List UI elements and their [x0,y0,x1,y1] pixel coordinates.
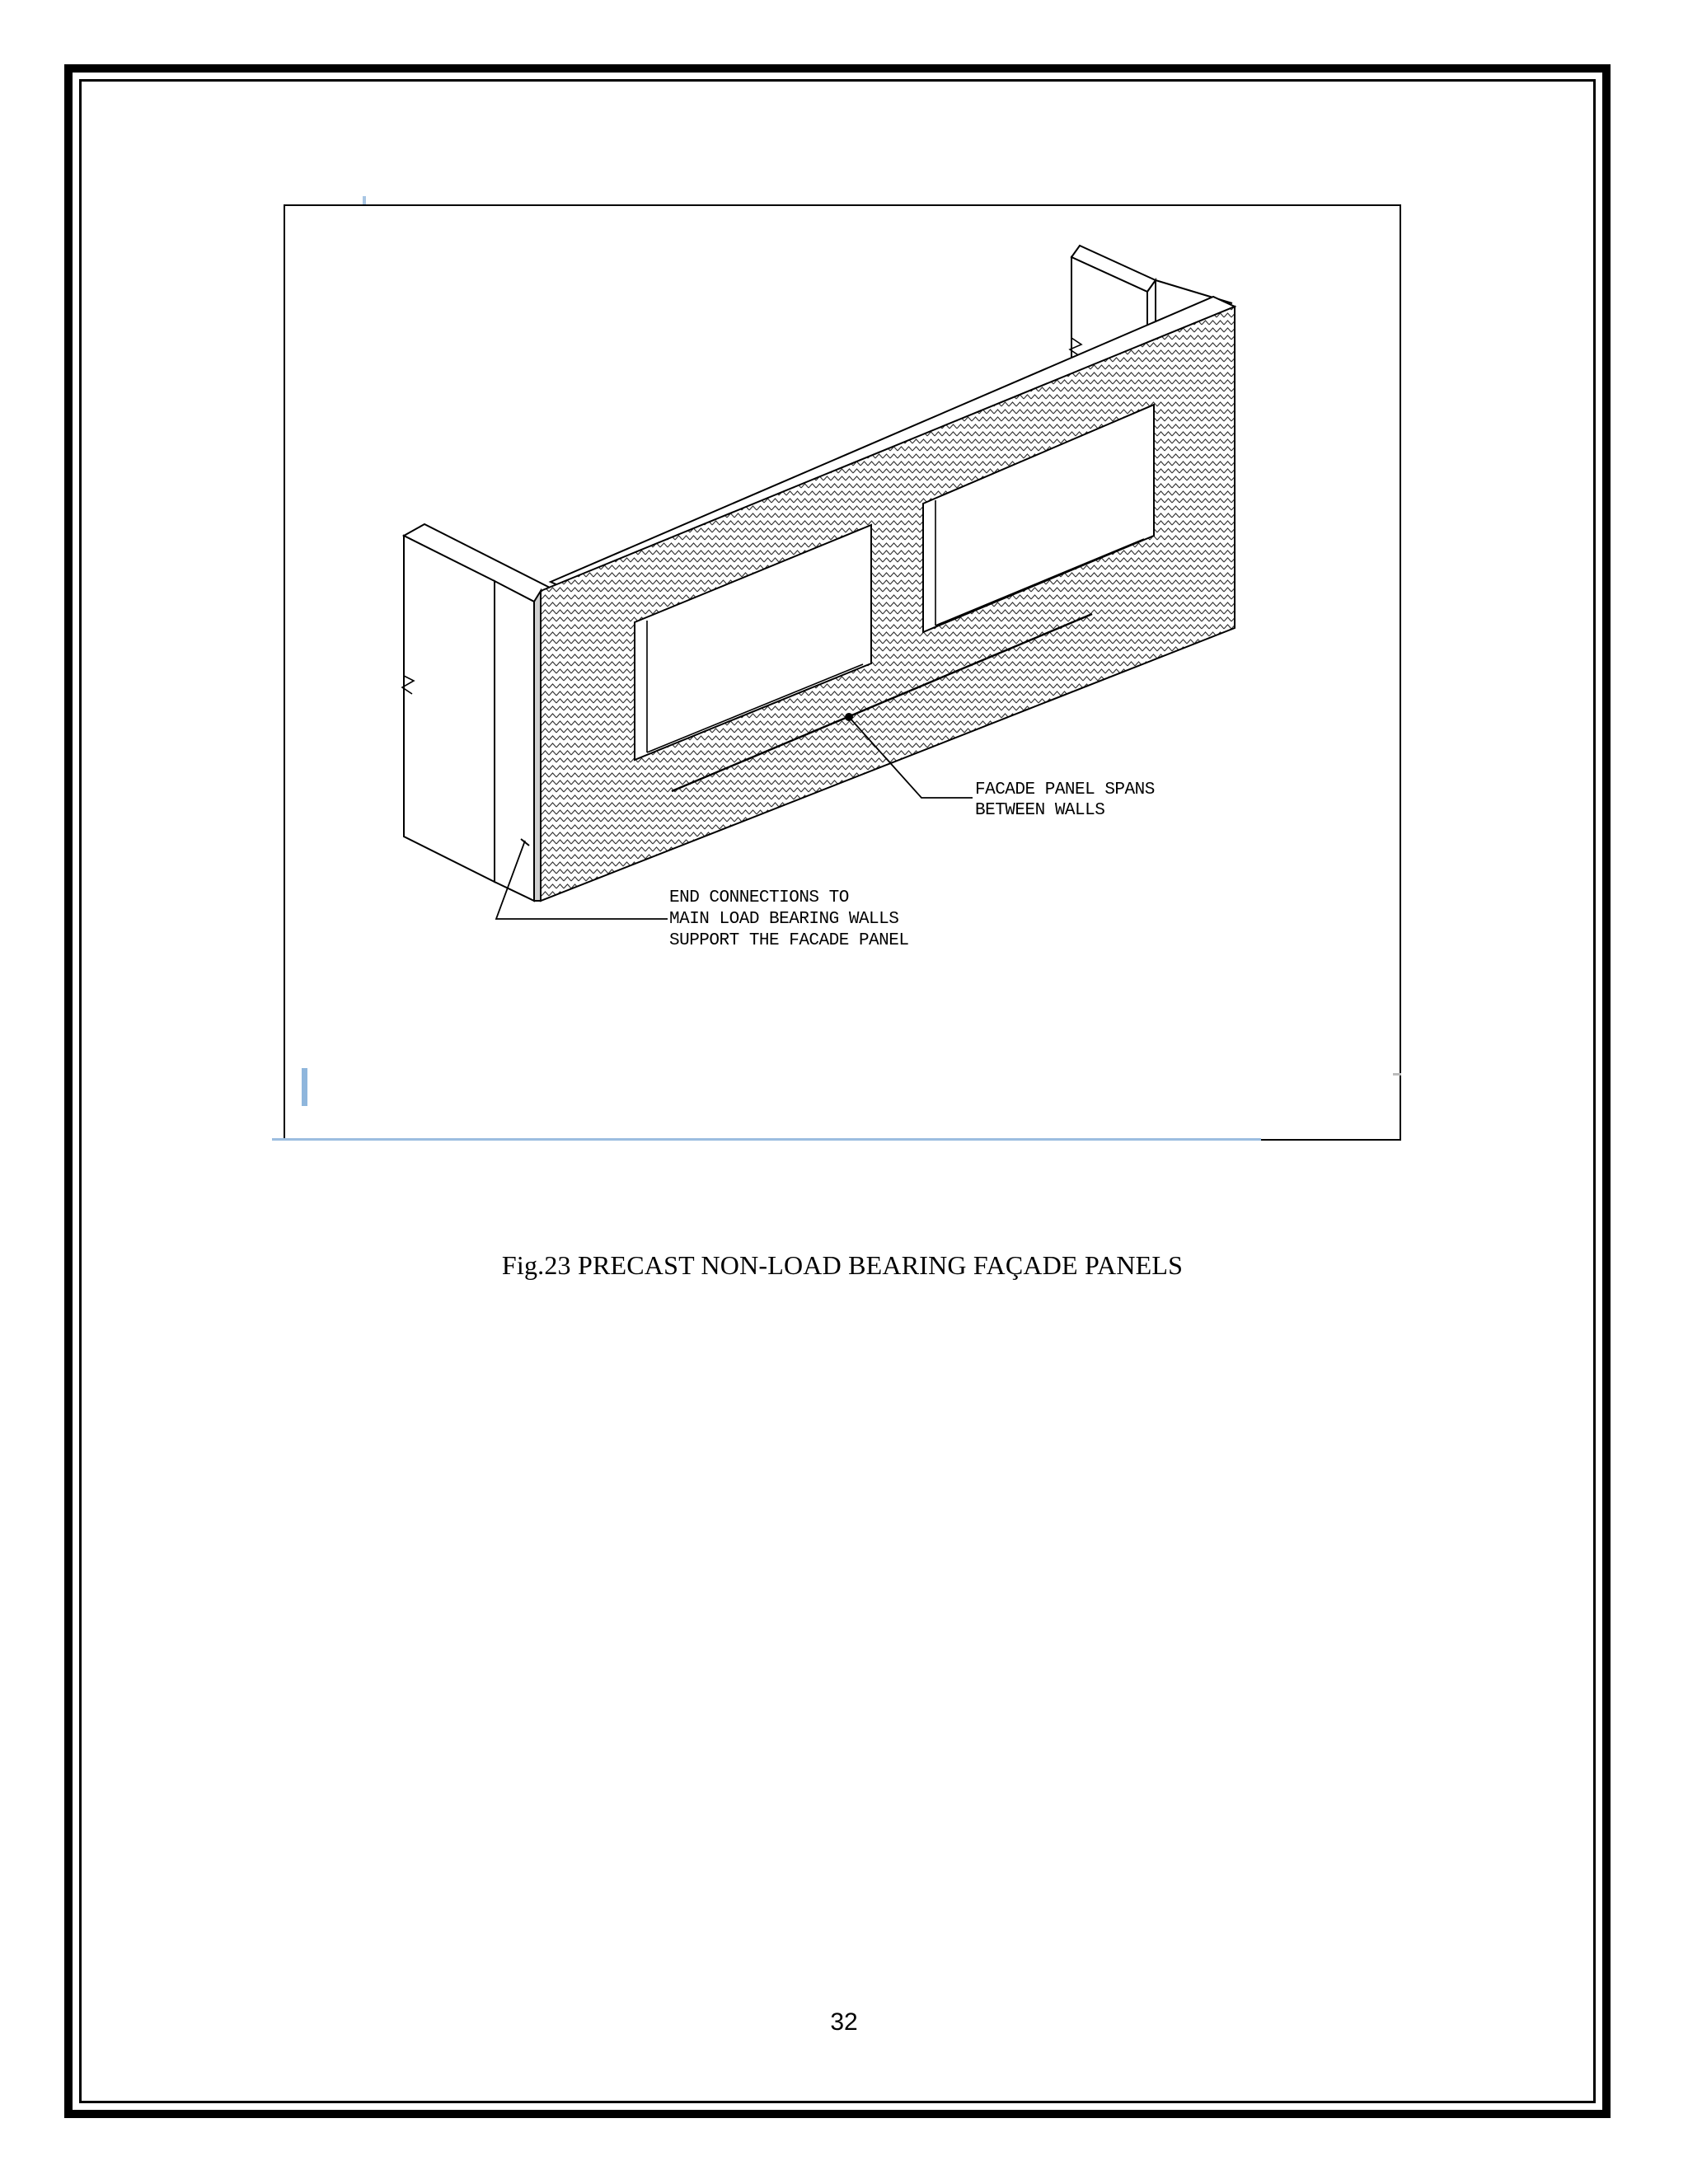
figure-caption: Fig.23 PRECAST NON-LOAD BEARING FAÇADE PANELS [501,1250,1184,1280]
facade-panel-front-face [541,307,1235,901]
facade-callout-line-2: BETWEEN WALLS [975,801,1105,820]
facade-panel-side-edge [534,591,541,901]
scan-artifact-tick [1393,1073,1401,1076]
end-callout-line-1: END CONNECTIONS TO [669,888,849,907]
page-number: 32 [830,2008,858,2036]
end-callout-line-2: MAIN LOAD BEARING WALLS [669,910,899,929]
end-callout-line-3: SUPPORT THE FACADE PANEL [669,931,909,950]
scan-artifact-bar [302,1068,307,1106]
scan-artifact-line [272,1138,1261,1141]
facade-callout-line-1: FACADE PANEL SPANS [975,780,1155,799]
left-load-bearing-wall [402,524,555,901]
